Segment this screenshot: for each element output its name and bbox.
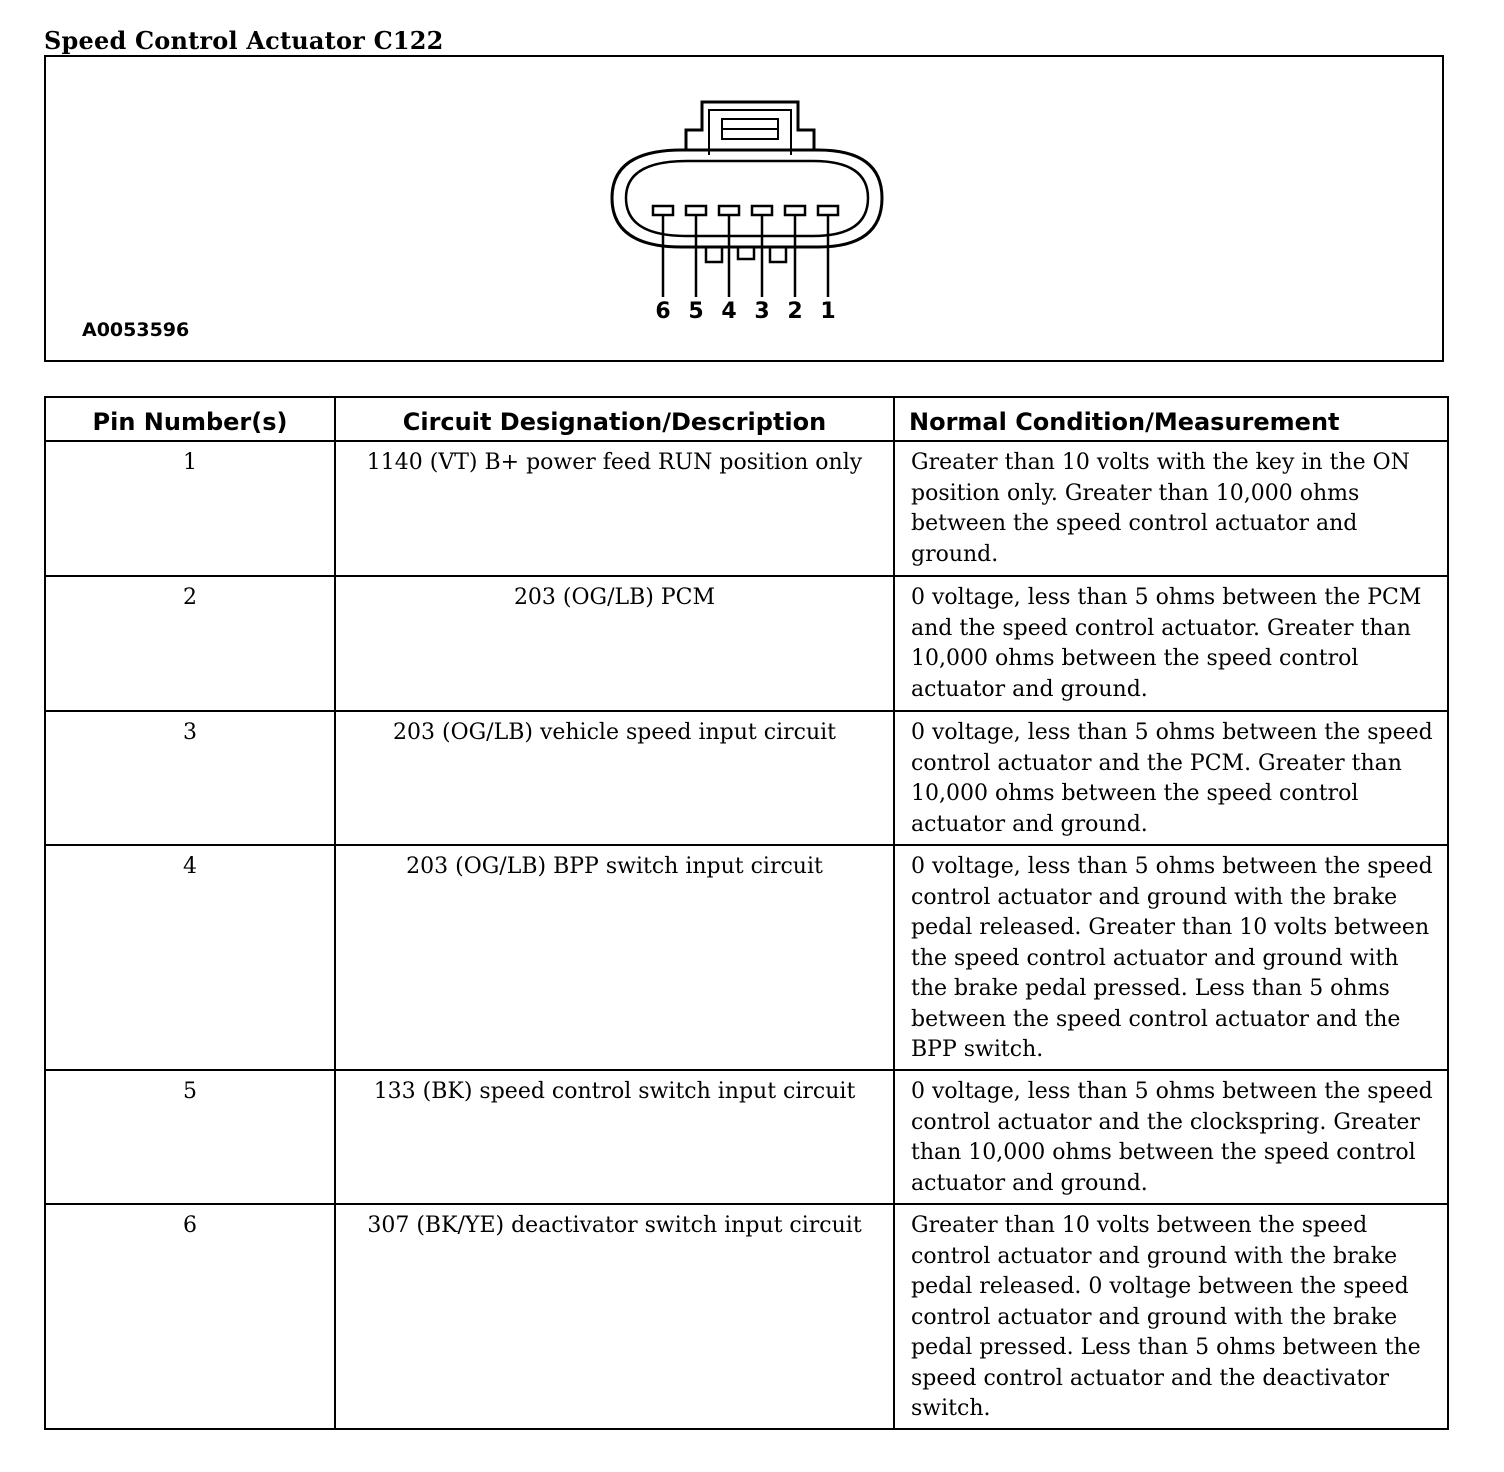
pin-cavity-5 <box>686 206 706 215</box>
pin-number: 3 <box>45 711 335 845</box>
circuit-description: 133 (BK) speed control switch input circuit <box>335 1070 894 1204</box>
page-title: Speed Control Actuator C122 <box>44 26 444 55</box>
circuit-description: 307 (BK/YE) deactivator switch input circuit <box>335 1204 894 1429</box>
pin-cavity-1 <box>818 206 838 215</box>
normal-condition: 0 voltage, less than 5 ohms between the speed control actuator and the clockspring. Greater than 10,000 ohms between the speed control actuator and ground. <box>894 1070 1448 1204</box>
table-row <box>45 845 1448 1070</box>
connector-figure <box>44 55 1444 362</box>
normal-condition: Greater than 10 volts between the speed control actuator and ground with the brake pedal released. 0 voltage between the speed control actuator and ground with the brake pedal pressed. Less than 5 ohms between the speed control actuator and the deactivator switch. <box>894 1204 1448 1429</box>
pin-table <box>44 396 1449 1430</box>
pin-label-1: 1 <box>820 299 836 324</box>
header-pin-number: Pin Number(s) <box>45 397 335 441</box>
normal-condition: 0 voltage, less than 5 ohms between the PCM and the speed control actuator. Greater than 10,000 ohms between the speed control actuator and ground. <box>894 576 1448 711</box>
pin-number: 2 <box>45 576 335 711</box>
pin-cavities <box>653 206 838 215</box>
pin-label-6: 6 <box>655 299 671 324</box>
pin-number: 1 <box>45 441 335 576</box>
pin-number: 5 <box>45 1070 335 1204</box>
circuit-description: 1140 (VT) B+ power feed RUN position only <box>335 441 894 576</box>
connector-key-tabs <box>706 247 786 262</box>
pin-label-3: 3 <box>754 299 770 324</box>
table-header-row <box>45 397 1448 441</box>
pin-cavity-6 <box>653 206 673 215</box>
figure-id: A0053596 <box>82 319 190 341</box>
normal-condition: 0 voltage, less than 5 ohms between the speed control actuator and ground with the brake pedal released. Greater than 10 volts between the speed control actuator and ground with the brake pedal pressed. Less than 5 ohms between the speed control actuator and the BPP switch. <box>894 845 1448 1070</box>
pin-number: 6 <box>45 1204 335 1429</box>
normal-condition: Greater than 10 volts with the key in the ON position only. Greater than 10,000 ohms between the speed control actuator and ground. <box>894 441 1448 576</box>
table-row <box>45 441 1448 576</box>
table-row <box>45 576 1448 711</box>
circuit-description: 203 (OG/LB) BPP switch input circuit <box>335 845 894 1070</box>
pin-number: 4 <box>45 845 335 1070</box>
pin-label-4: 4 <box>721 299 737 324</box>
circuit-description: 203 (OG/LB) vehicle speed input circuit <box>335 711 894 845</box>
table-row <box>45 711 1448 845</box>
circuit-description: 203 (OG/LB) PCM <box>335 576 894 711</box>
header-circuit: Circuit Designation/Description <box>335 397 894 441</box>
pin-cavity-4 <box>719 206 739 215</box>
pin-label-2: 2 <box>787 299 803 324</box>
pin-cavity-2 <box>785 206 805 215</box>
table-row <box>45 1204 1448 1429</box>
pin-label-5: 5 <box>688 299 704 324</box>
table-row <box>45 1070 1448 1204</box>
normal-condition: 0 voltage, less than 5 ohms between the speed control actuator and the PCM. Greater than 10,000 ohms between the speed control actuator and ground. <box>894 711 1448 845</box>
header-condition: Normal Condition/Measurement <box>894 397 1448 441</box>
pin-cavity-3 <box>752 206 772 215</box>
pin-leader-lines <box>663 215 828 297</box>
pin-labels <box>46 299 1442 329</box>
